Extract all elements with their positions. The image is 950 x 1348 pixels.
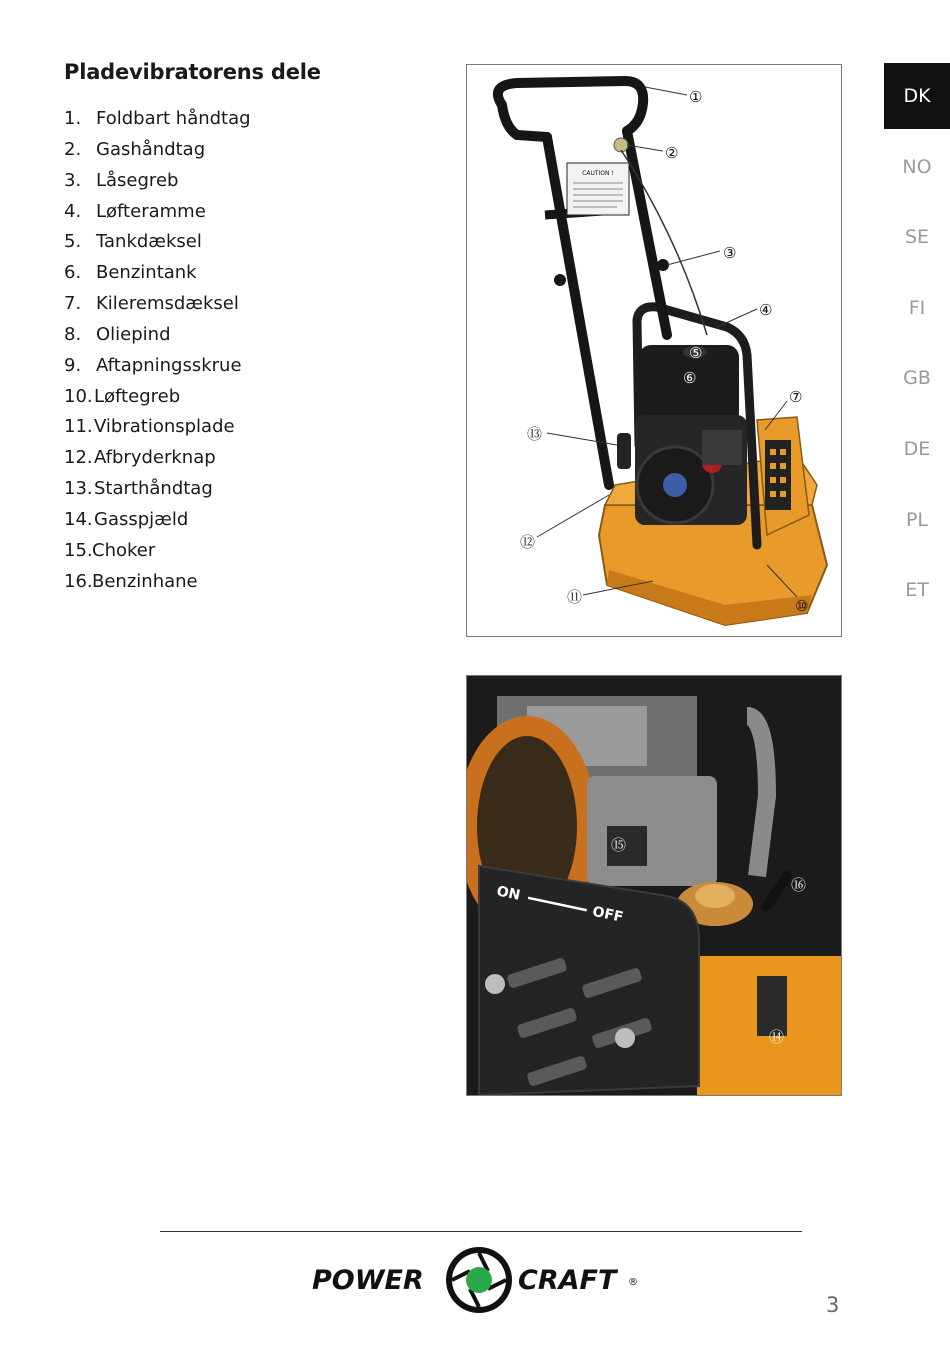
switch-off-label: OFF — [590, 903, 625, 926]
list-item — [64, 443, 251, 474]
list-item — [64, 536, 251, 567]
logo-text-left: POWER — [312, 1265, 424, 1296]
list-item — [64, 289, 251, 320]
tab-no[interactable]: NO — [902, 155, 932, 178]
compactor-figure — [466, 64, 842, 637]
callout-1: ① — [689, 88, 703, 106]
list-item — [64, 320, 251, 351]
item-label: Kileremsdæksel — [96, 293, 239, 315]
item-number: 3. — [64, 169, 82, 191]
tab-fi[interactable]: FI — [908, 296, 926, 319]
list-item — [64, 382, 251, 413]
item-label: Benzintank — [96, 262, 197, 284]
callout-15: ⑮ — [611, 836, 627, 854]
item-number: 12. — [64, 447, 93, 469]
switch-on-label: ON — [495, 883, 522, 904]
language-tabs — [884, 63, 950, 628]
warning-label-text: CAUTION ! — [582, 170, 614, 177]
list-item — [64, 505, 251, 536]
item-number: 10. — [64, 385, 93, 407]
item-label: Foldbart håndtag — [96, 108, 251, 129]
item-label: Oliepind — [96, 323, 171, 345]
list-item — [64, 258, 251, 289]
item-number: 9. — [64, 354, 82, 376]
item-number: 8. — [64, 323, 82, 345]
item-label: Aftapningsskrue — [96, 354, 242, 376]
logo-registered-mark: ® — [628, 1277, 638, 1288]
item-number: 6. — [64, 262, 82, 284]
folding-handle — [498, 81, 643, 131]
callout-6: ⑥ — [683, 369, 697, 387]
item-label: Låsegreb — [96, 169, 179, 191]
tab-se[interactable]: SE — [904, 226, 930, 249]
tab-de[interactable]: DE — [903, 437, 931, 460]
list-item — [64, 135, 251, 166]
tab-dk[interactable]: DK — [884, 63, 950, 129]
power-craft-logo — [310, 1243, 640, 1317]
list-item — [64, 197, 251, 228]
list-item — [64, 474, 251, 505]
item-label: Løfteramme — [96, 200, 206, 222]
tab-pl[interactable]: PL — [905, 508, 929, 531]
list-item — [64, 166, 251, 197]
item-label: Gasspjæld — [94, 508, 189, 530]
callout-5: ⑤ — [689, 344, 703, 362]
item-number: 13. — [64, 478, 93, 500]
callout-10: ⑩ — [795, 597, 809, 615]
item-number: 4. — [64, 200, 82, 222]
item-number: 15. — [64, 539, 93, 561]
item-label: Gashåndtag — [96, 138, 206, 160]
callout-11: ⑪ — [567, 588, 583, 606]
item-label: Choker — [92, 539, 156, 561]
compactor-illustration — [467, 65, 841, 636]
section-title: Pladevibratorens dele — [64, 60, 321, 84]
callout-7: ⑦ — [789, 388, 803, 406]
item-label: Starthåndtag — [94, 478, 213, 500]
item-number: 11. — [64, 416, 93, 438]
engine-controls-photo — [466, 675, 842, 1096]
item-number: 16. — [64, 570, 93, 592]
callout-13: ⑬ — [527, 425, 543, 443]
list-item — [64, 567, 251, 598]
item-label: Vibrationsplade — [94, 416, 235, 438]
item-label: Tankdæksel — [96, 231, 202, 253]
start-handle — [617, 433, 631, 469]
item-number: 14. — [64, 508, 93, 530]
callout-12: ⑫ — [520, 533, 536, 551]
engine-controls-illustration — [467, 676, 841, 1095]
callout-16: ⑯ — [791, 876, 807, 894]
list-item — [64, 104, 251, 135]
list-item — [64, 412, 251, 443]
item-label: Benzinhane — [92, 570, 198, 592]
item-number: 1. — [64, 108, 82, 129]
parts-list — [64, 104, 251, 598]
item-number: 2. — [64, 138, 82, 160]
logo-green-dot — [466, 1267, 492, 1293]
logo-text-right: CRAFT — [518, 1265, 617, 1296]
page-number: 3 — [826, 1293, 840, 1317]
footer-divider — [160, 1231, 802, 1232]
callout-2: ② — [665, 144, 679, 162]
item-label: Afbryderknap — [94, 447, 216, 469]
callout-3: ③ — [723, 244, 737, 262]
tab-et[interactable]: ET — [905, 579, 929, 602]
callout-4: ④ — [759, 301, 773, 319]
list-item — [64, 227, 251, 258]
throttle-lever — [614, 138, 628, 152]
tab-gb[interactable]: GB — [903, 367, 931, 390]
item-number: 7. — [64, 293, 82, 315]
item-number: 5. — [64, 231, 82, 253]
item-label: Løftegreb — [94, 385, 181, 407]
list-item — [64, 351, 251, 382]
callout-14: ⑭ — [769, 1028, 785, 1046]
